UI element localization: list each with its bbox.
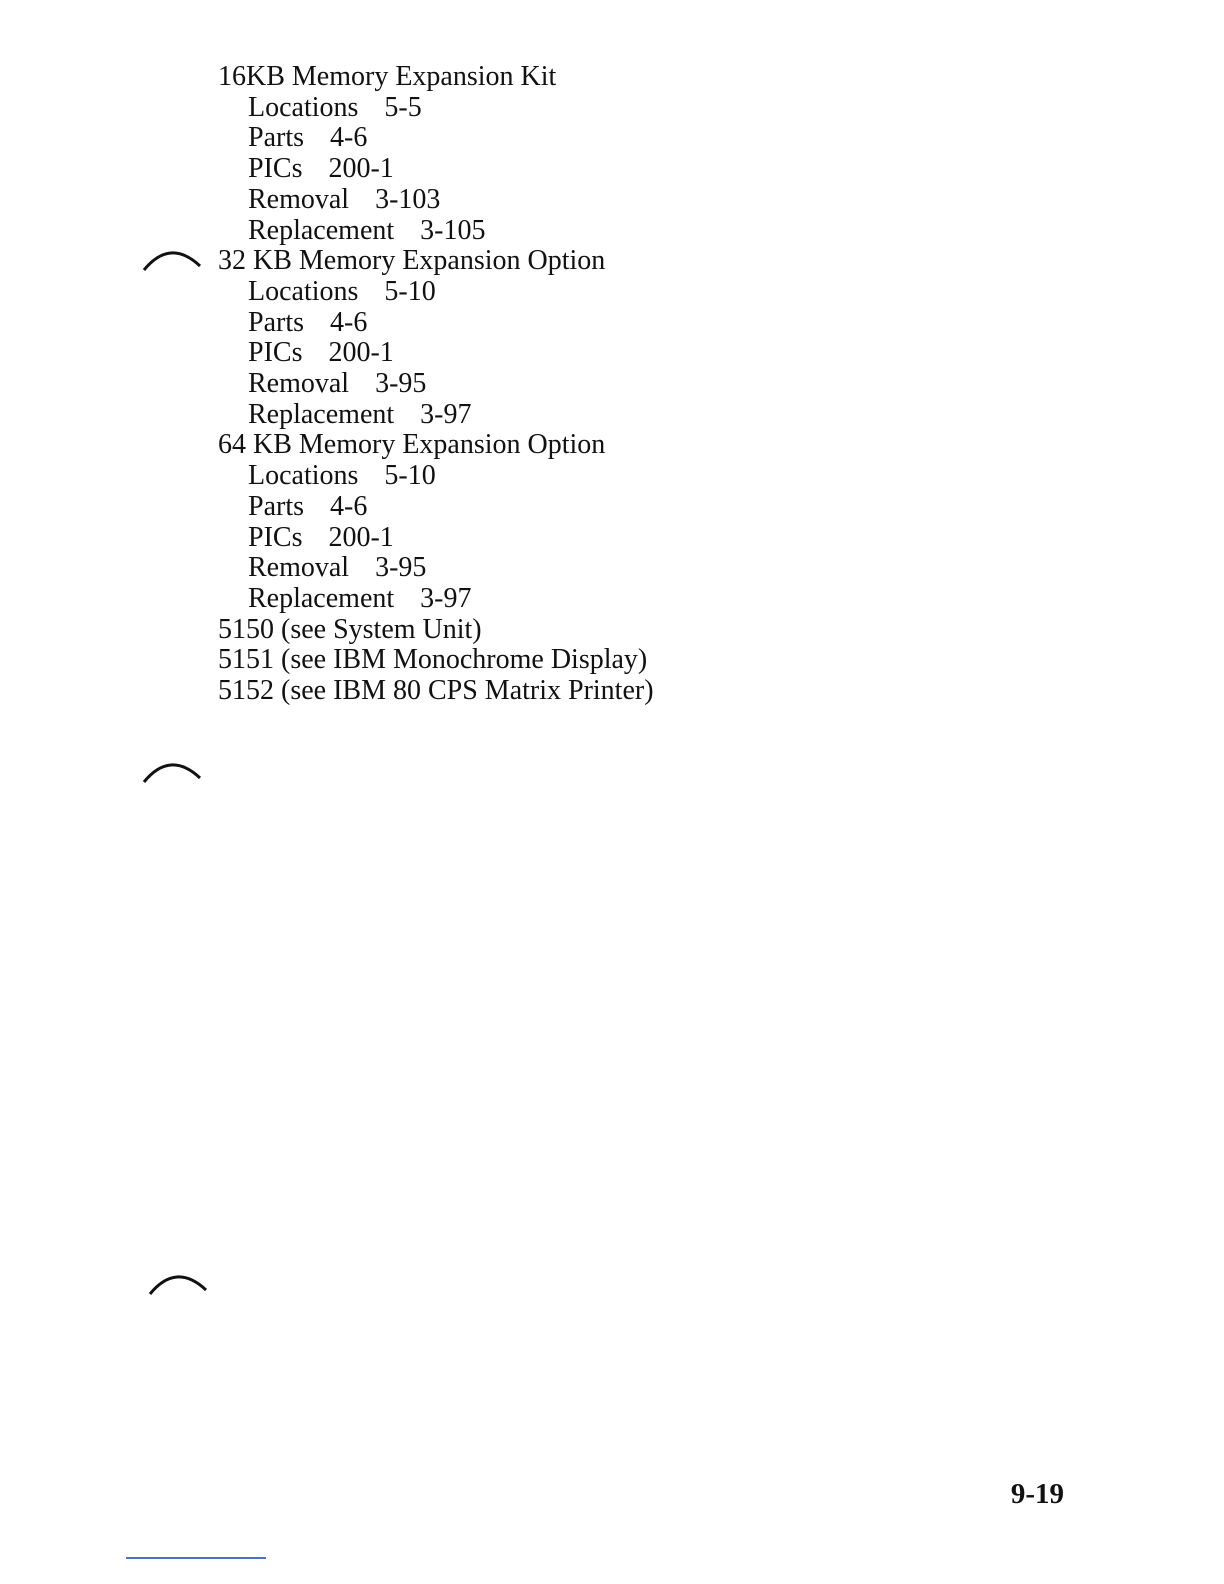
binder-hole-arc-icon (148, 1268, 210, 1296)
index-entry (218, 62, 654, 246)
index-entry (218, 246, 654, 430)
subentry-ref: 5-10 (384, 275, 436, 307)
subentry-term: Replacement (248, 582, 395, 614)
subentry-term: Parts (248, 490, 304, 522)
index-subentry (218, 277, 654, 308)
index-subentry (218, 461, 654, 492)
subentry-ref: 4-6 (330, 122, 368, 154)
subentry-ref: 3-95 (375, 552, 427, 584)
index-subentry (218, 400, 654, 431)
index-heading: 32 KB Memory Expansion Option (218, 245, 606, 277)
binder-hole-arc-icon (142, 756, 204, 784)
subentry-ref: 200-1 (328, 521, 394, 553)
index-subentry (218, 185, 654, 216)
index-heading: 5152 (see IBM 80 CPS Matrix Printer) (218, 675, 654, 707)
binder-hole-arc-icon (142, 244, 204, 272)
index-entry (218, 615, 654, 646)
subentry-term: Removal (248, 183, 350, 215)
subentry-term: PICs (248, 337, 303, 369)
subentry-ref: 4-6 (330, 490, 368, 522)
page-number: 9-19 (1010, 1478, 1064, 1510)
bottom-rule (126, 1557, 266, 1559)
subentry-ref: 3-97 (420, 582, 472, 614)
subentry-term: Locations (248, 275, 359, 307)
index-subentry (218, 369, 654, 400)
subentry-ref: 3-105 (420, 214, 486, 246)
index-subentry (218, 523, 654, 554)
index-subentry (218, 123, 654, 154)
index-subentry (218, 154, 654, 185)
subentry-ref: 5-10 (384, 460, 436, 492)
subentry-term: Parts (248, 306, 304, 338)
index-subentry (218, 308, 654, 339)
subentry-term: PICs (248, 521, 303, 553)
index-entry (218, 430, 654, 614)
index-subentry (218, 492, 654, 523)
subentry-term: Locations (248, 460, 359, 492)
index-heading: 16KB Memory Expansion Kit (218, 61, 557, 92)
index-subentry (218, 338, 654, 369)
subentry-ref: 200-1 (328, 153, 394, 185)
subentry-term: Removal (248, 552, 350, 584)
index-subentry (218, 216, 654, 247)
subentry-ref: 3-103 (375, 183, 441, 215)
index-heading: 64 KB Memory Expansion Option (218, 429, 606, 461)
subentry-term: Parts (248, 122, 304, 154)
subentry-term: Replacement (248, 214, 395, 246)
subentry-ref: 200-1 (328, 337, 394, 369)
index-heading: 5151 (see IBM Monochrome Display) (218, 644, 648, 676)
subentry-ref: 3-95 (375, 368, 427, 400)
subentry-term: Locations (248, 91, 359, 123)
subentry-term: Replacement (248, 398, 395, 430)
index-entry (218, 676, 654, 707)
subentry-ref: 5-5 (384, 91, 422, 123)
subentry-term: Removal (248, 368, 350, 400)
index-list (218, 62, 654, 707)
index-entry (218, 645, 654, 676)
subentry-ref: 4-6 (330, 306, 368, 338)
index-heading: 5150 (see System Unit) (218, 613, 482, 645)
subentry-ref: 3-97 (420, 398, 472, 430)
index-subentry (218, 93, 654, 124)
subentry-term: PICs (248, 153, 303, 185)
index-subentry (218, 553, 654, 584)
index-subentry (218, 584, 654, 615)
